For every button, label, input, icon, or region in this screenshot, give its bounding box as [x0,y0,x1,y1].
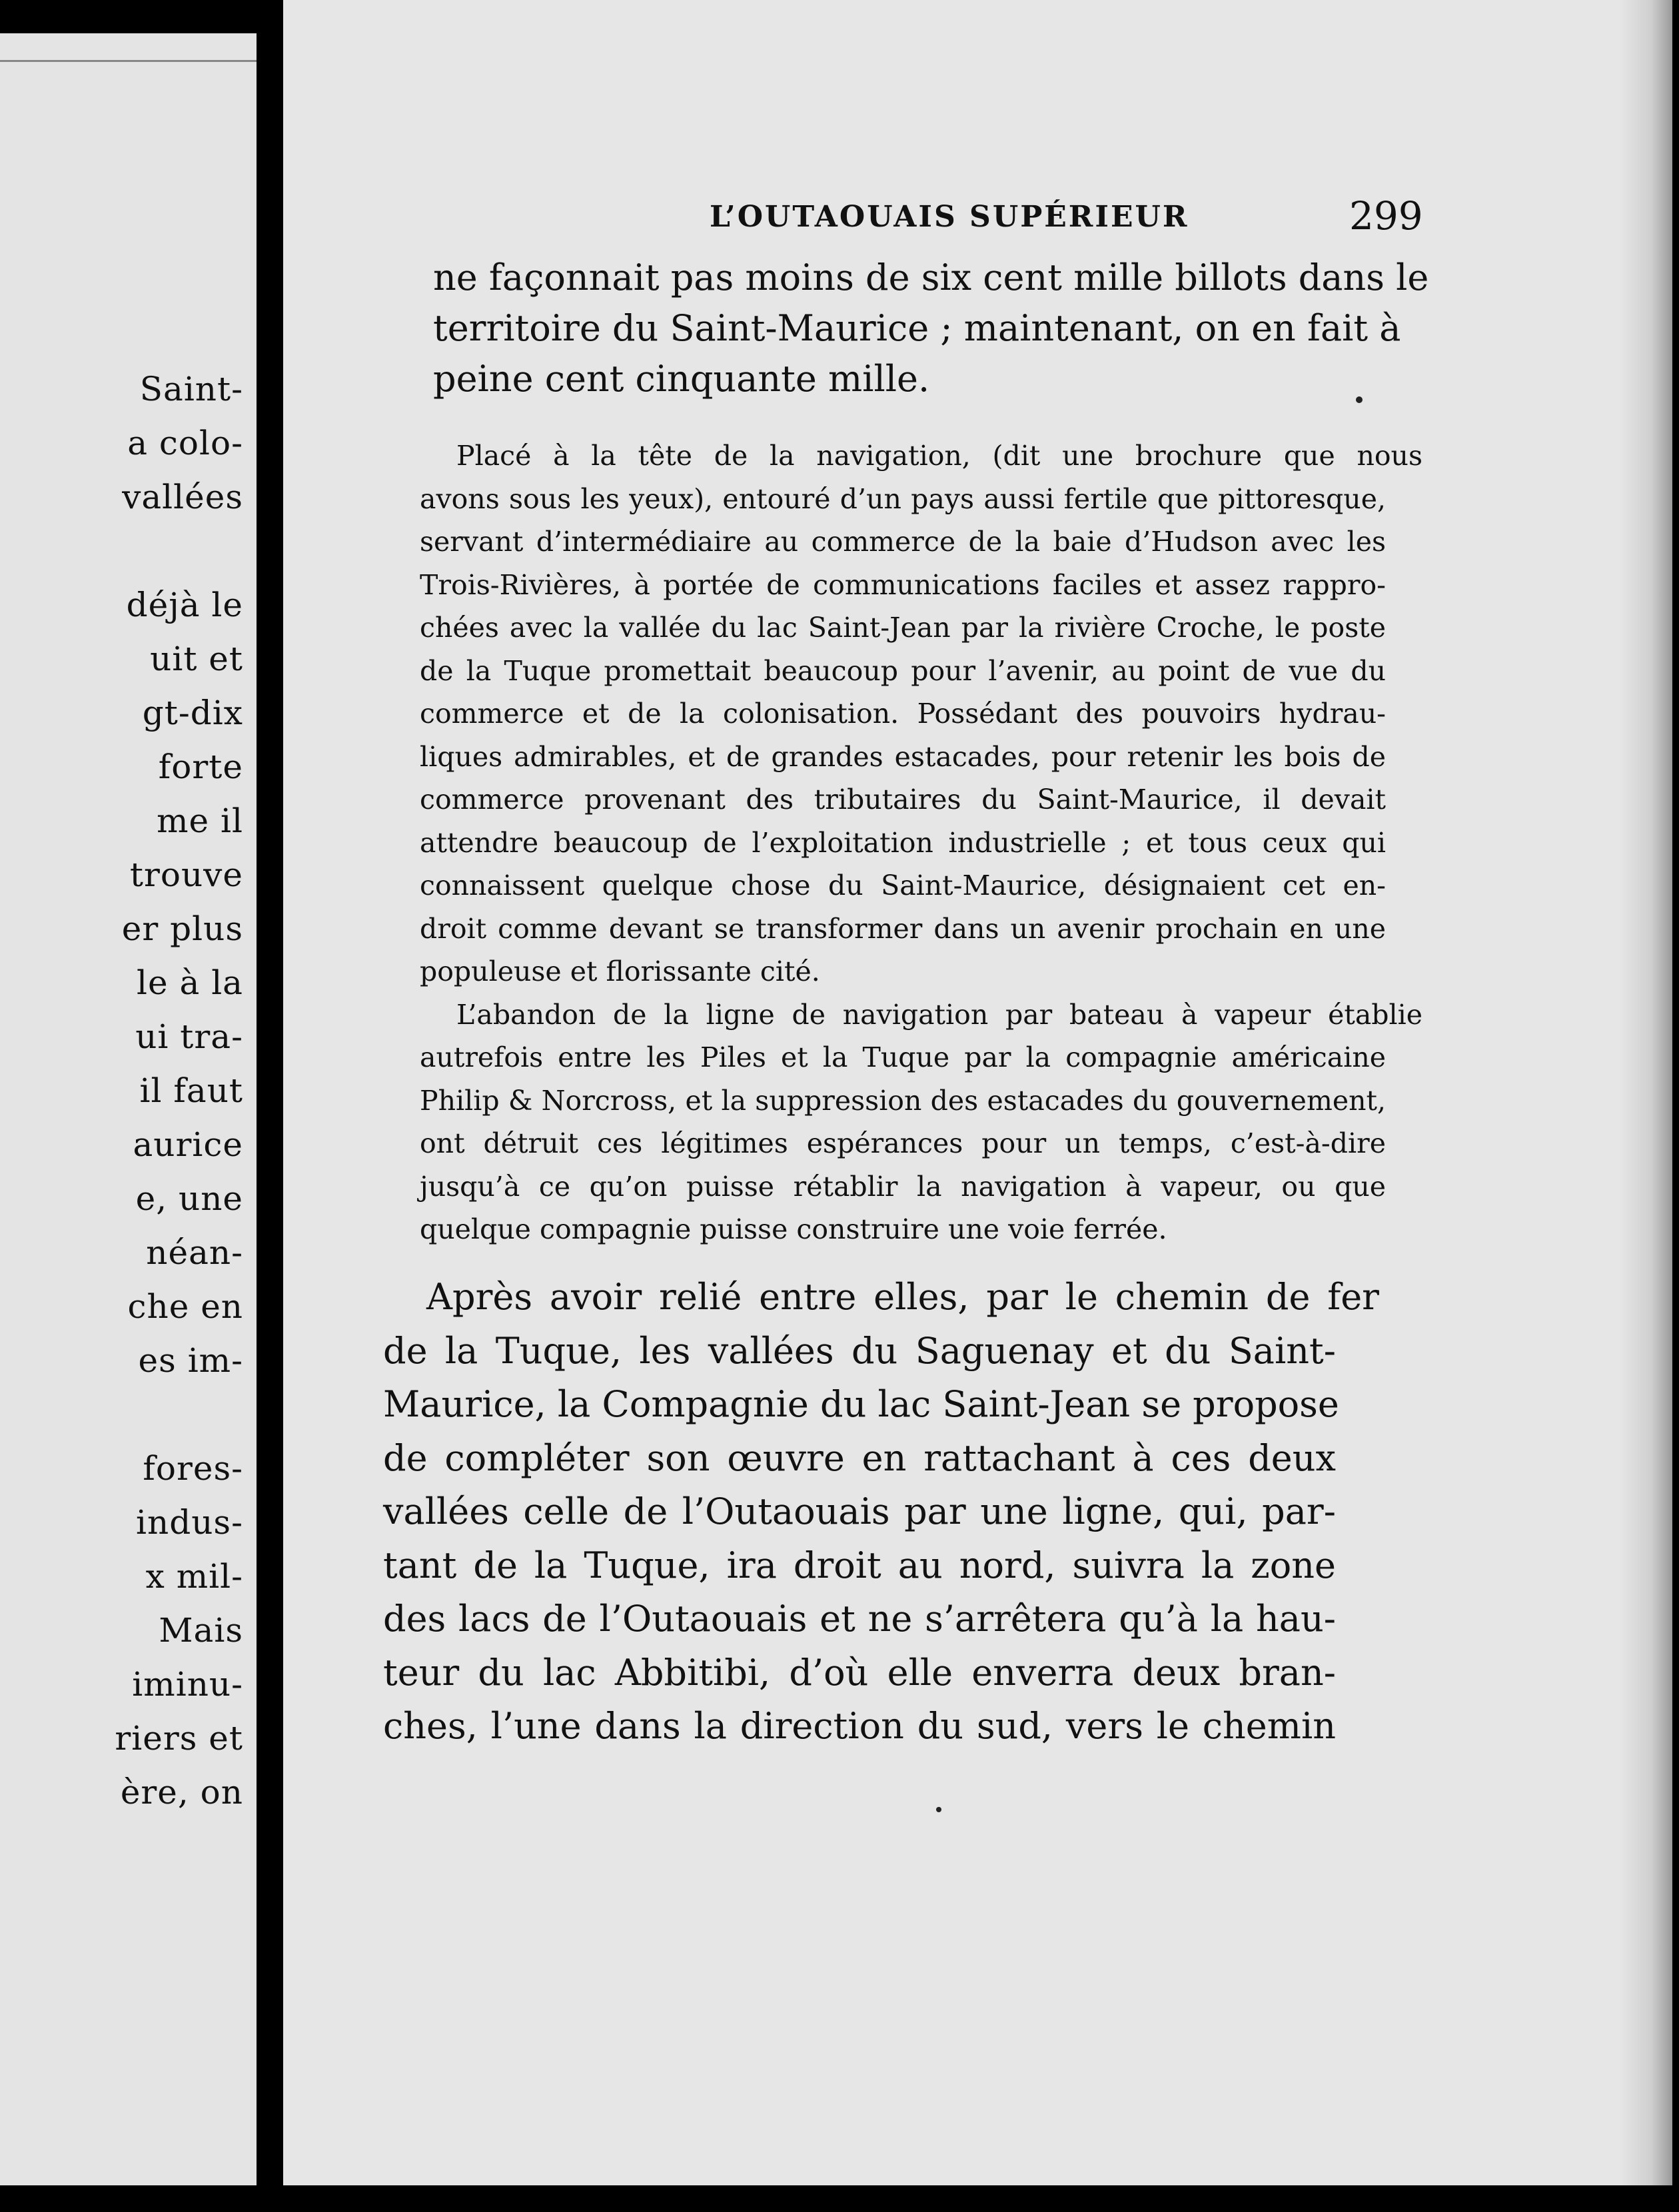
text-line: de la Tuque, les vallées du Saguenay et du Saint- [383,1329,1336,1372]
left-page-line-fragment: trouve [129,855,243,894]
quote-line: servant d’intermédiaire au commerce de la baie d’Hudson avec les [420,526,1386,558]
left-page-line-fragment: uit et [150,640,243,678]
running-head: L’OUTAOUAIS SUPÉRIEUR [710,200,1189,234]
quote-line: de la Tuque promettait beaucoup pour l’avenir, au point de vue du [420,654,1386,687]
page-number: 299 [1349,193,1423,239]
quote-line: Placé à la tête de la navigation, (dit une brochure que nous [456,440,1422,472]
right-page [283,0,1672,2212]
left-page-line-fragment: déjà le [126,586,243,624]
quote-line: liques admirables, et de grandes estacades, pour retenir les bois de [420,740,1386,773]
quote-line: jusqu’à ce qu’on puisse rétablir la navigation à vapeur, ou que [420,1170,1386,1203]
text-line: Maurice, la Compagnie du lac Saint-Jean se propose [383,1383,1339,1425]
left-page-line-fragment: fores- [143,1449,243,1488]
text-line: vallées celle de l’Outaouais par une ligne, qui, par- [383,1490,1336,1532]
quote-line: commerce et de la colonisation. Possédant des pouvoirs hydrau- [420,698,1386,730]
quote-line: Trois-Rivières, à portée de communications faciles et assez rappro- [420,568,1386,601]
quote-line: Philip & Norcross, et la suppression des estacades du gouvernement, [420,1084,1386,1117]
text-line: territoire du Saint-Maurice ; maintenant, on en fait à [433,307,1401,349]
left-page-line-fragment: néan- [146,1233,243,1272]
quote-line: attendre beaucoup de l’exploitation industrielle ; et tous ceux qui [420,826,1386,859]
text-line: Après avoir relié entre elles, par le chemin de fer [426,1276,1379,1318]
left-page-line-fragment: riers et [115,1719,243,1758]
left-page-line-fragment: il faut [139,1071,243,1110]
text-line: peine cent cinquante mille. [433,358,930,400]
left-page-line-fragment: aurice [133,1125,243,1164]
quote-line: droit comme devant se transformer dans un avenir prochain en une [420,912,1386,945]
left-page-text-column [0,33,257,2185]
quote-line: connaissent quelque chose du Saint-Maurice, désignaient cet en- [420,869,1386,901]
left-page-line-fragment: vallées [122,478,243,516]
left-page-line-fragment: e, une [135,1179,243,1218]
quote-line: populeuse et florissante cité. [420,955,820,987]
left-page-line-fragment: x mil- [145,1557,243,1596]
left-page-line-fragment: che en [127,1287,243,1326]
left-page-line-fragment: a colo- [127,424,243,462]
left-page-line-fragment: gt-dix [142,694,243,732]
quote-line: quelque compagnie puisse construire une voie ferrée. [420,1213,1167,1245]
text-line: tant de la Tuque, ira droit au nord, suivra la zone [383,1544,1336,1586]
quote-line: avons sous les yeux), entouré d’un pays aussi fertile que pittoresque, [420,482,1386,515]
text-line: de compléter son œuvre en rattachant à ces deux [383,1436,1336,1479]
left-facing-page [0,33,257,2185]
text-line: des lacs de l’Outaouais et ne s’arrêtera qu’à la hau- [383,1598,1336,1640]
left-page-line-fragment: iminu- [132,1665,243,1704]
ink-speck [1356,396,1363,403]
left-page-line-fragment: me il [157,802,243,840]
text-line: ne façonnait pas moins de six cent mille billots dans le [433,257,1429,298]
ink-speck [936,1807,941,1812]
quote-line: L’abandon de la ligne de navigation par bateau à vapeur établie [456,998,1422,1031]
left-page-line-fragment: es im- [138,1341,243,1380]
left-page-line-fragment: le à la [137,963,243,1002]
book-gutter [257,0,283,2212]
scan-bottom-border [283,2185,1672,2212]
quote-line: autrefois entre les Piles et la Tuque par la compagnie américaine [420,1041,1386,1073]
quote-line: ont détruit ces légitimes espérances pour un temps, c’est-à-dire [420,1127,1386,1159]
text-line: teur du lac Abbitibi, d’où elle enverra deux bran- [383,1651,1336,1694]
left-page-line-fragment: ui tra- [135,1017,243,1056]
text-line: ches, l’une dans la direction du sud, vers le chemin [383,1705,1336,1747]
left-page-line-fragment: ère, on [120,1773,243,1812]
page-edge-shadow [1619,0,1672,2212]
left-page-line-fragment: forte [158,748,243,786]
quote-line: commerce provenant des tributaires du Saint-Maurice, il devait [420,784,1386,816]
left-page-line-fragment: Mais [159,1611,243,1650]
left-page-line-fragment: Saint- [139,370,243,408]
left-page-line-fragment: er plus [121,909,243,948]
quote-line: chées avec la vallée du lac Saint-Jean par la rivière Croche, le poste [420,612,1386,644]
left-page-line-fragment: indus- [136,1503,243,1542]
